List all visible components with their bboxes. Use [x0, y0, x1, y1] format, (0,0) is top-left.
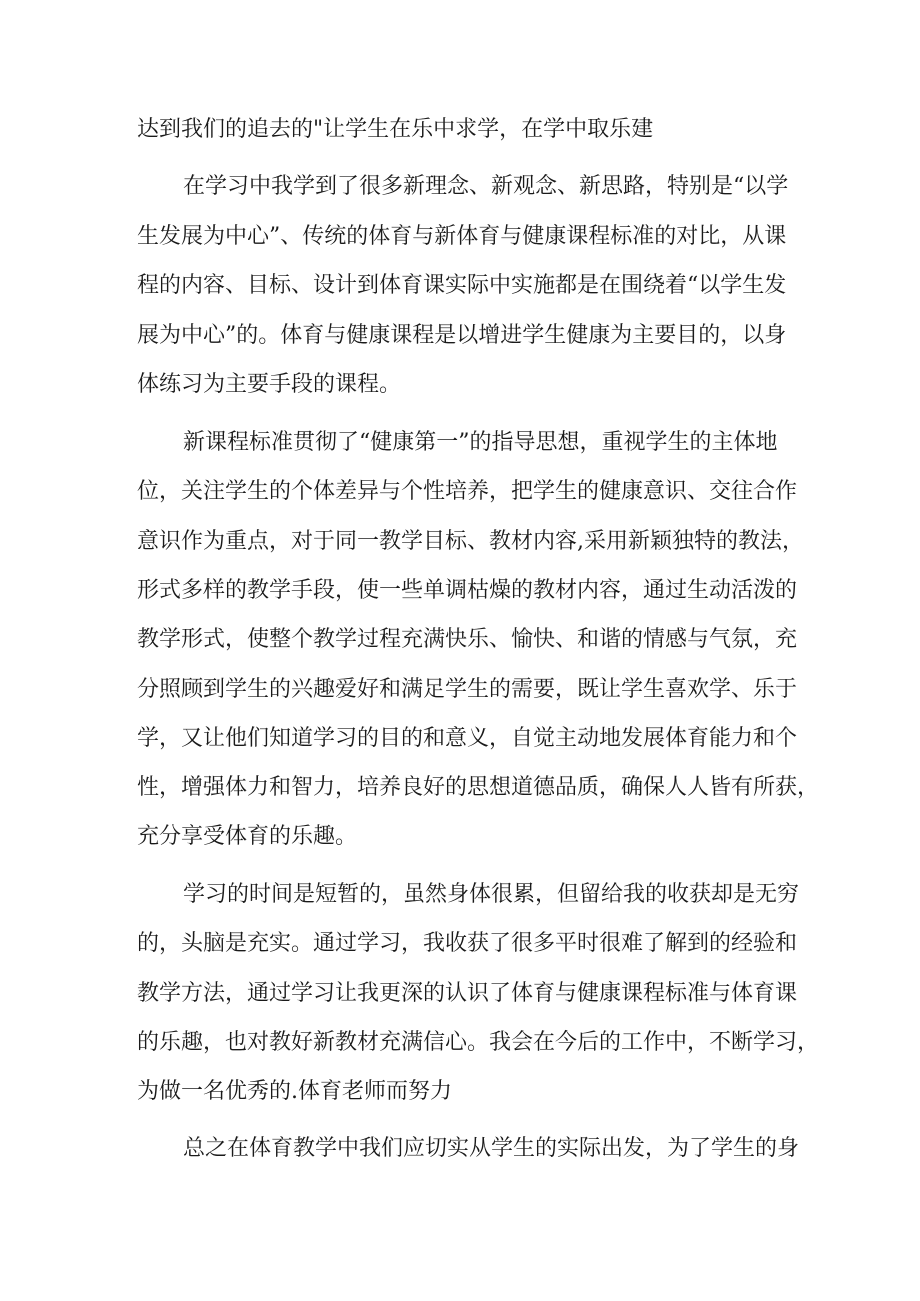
text-line: 性，增强体力和智力，培养良好的思想道德品质，确保人人皆有所获， — [137, 775, 820, 800]
text-line: 教学形式，使整个教学过程充满快乐、愉快、和谐的情感与气氛，充 — [137, 627, 798, 652]
text-line: 为做一名优秀的.体育老师而努力 — [137, 1079, 452, 1104]
text-line: 意识作为重点，对于同一教学目标、教材内容,采用新颖独特的教法， — [137, 529, 804, 554]
text-line: 体练习为主要手段的课程。 — [137, 372, 402, 397]
text-line: 新课程标准贯彻了“健康第一”的指导思想，重视学生的主体地 — [183, 430, 778, 455]
text-line: 形式多样的教学手段，使一些单调枯燥的教材内容，通过生动活泼的 — [137, 578, 798, 603]
text-line: 生发展为中心”、传统的体育与新体育与健康课程标准的对比，从课 — [137, 224, 787, 249]
text-line: 的乐趣，也对教好新教材充满信心。我会在今后的工作中，不断学习， — [137, 1030, 820, 1055]
text-line: 教学方法，通过学习让我更深的认识了体育与健康课程标准与体育课 — [137, 981, 798, 1006]
text-line: 学习的时间是短暂的，虽然身体很累，但留给我的收获却是无穷 — [183, 882, 800, 907]
text-line: 的，头脑是充实。通过学习，我收获了很多平时很难了解到的经验和 — [137, 931, 798, 956]
text-line: 总之在体育教学中我们应切实从学生的实际出发，为了学生的身 — [183, 1136, 800, 1161]
text-line: 展为中心”的。体育与健康课程是以增进学生健康为主要目的，以身 — [137, 323, 787, 348]
text-line: 在学习中我学到了很多新理念、新观念、新思路，特别是“以学 — [183, 174, 789, 199]
text-line: 达到我们的追去的"让学生在乐中求学，在学中取乐建 — [137, 117, 654, 142]
text-line: 分照顾到学生的兴趣爱好和满足学生的需要，既让学生喜欢学、乐于 — [137, 677, 798, 702]
text-line: 程的内容、目标、设计到体育课实际中实施都是在围绕着“以学生发 — [137, 273, 787, 298]
text-line: 位，关注学生的个体差异与个性培养，把学生的健康意识、交往合作 — [137, 479, 798, 504]
text-line: 学，又让他们知道学习的目的和意义，自觉主动地发展体育能力和个 — [137, 726, 798, 751]
text-line: 充分享受体育的乐趣。 — [137, 824, 358, 849]
